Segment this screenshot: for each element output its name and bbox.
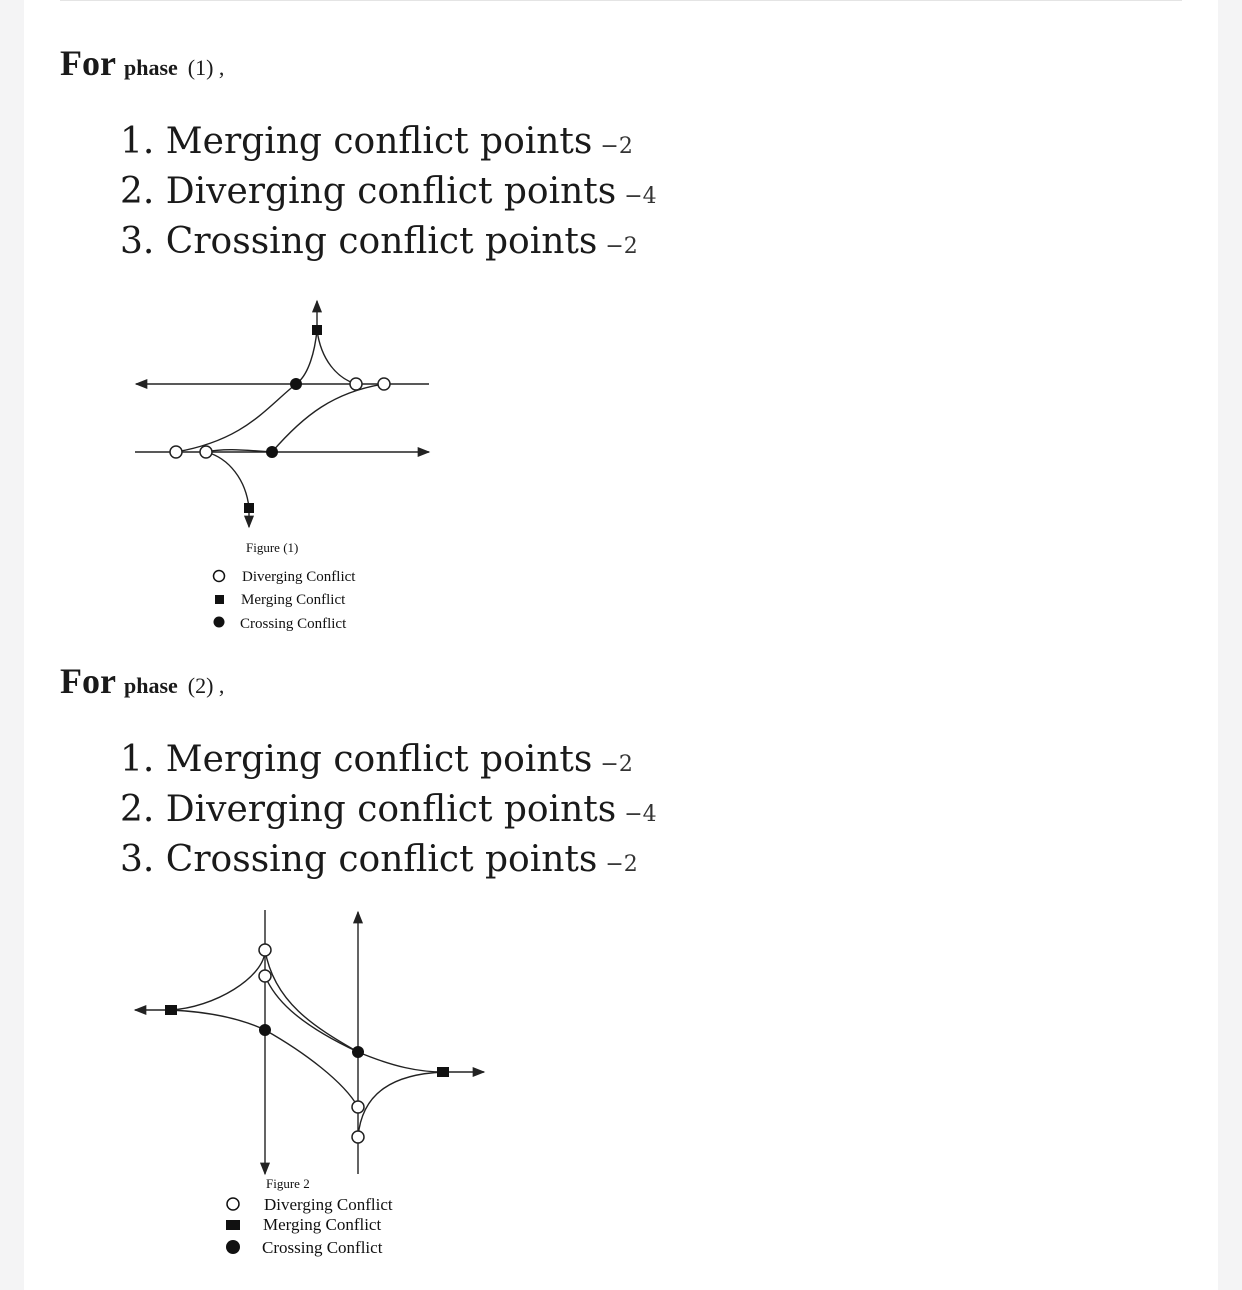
- diverging-point: [352, 1131, 364, 1143]
- ramp-diagonal-lower: [265, 1030, 358, 1107]
- item-text: 1. Merging conflict points: [120, 121, 593, 162]
- phase-2-list: [120, 735, 657, 885]
- answer-card: [24, 0, 1218, 1290]
- diverging-point: [259, 970, 271, 982]
- legend-diverging: Diverging Conflict: [264, 1195, 393, 1214]
- phase-label: phase: [123, 673, 178, 698]
- merging-legend-icon: [226, 1220, 240, 1230]
- crossing-point: [352, 1046, 364, 1058]
- ramp-down-to-south: [206, 452, 249, 508]
- item-count: −2: [600, 134, 633, 159]
- phase-number: (2) ,: [187, 673, 225, 698]
- list-item: [120, 785, 657, 835]
- legend-merging: Merging Conflict: [241, 592, 346, 608]
- diverging-point: [200, 446, 212, 458]
- item-count: −4: [624, 184, 657, 209]
- phase-number: (1) ,: [187, 55, 225, 80]
- crossing-legend-icon: [214, 617, 225, 628]
- diverging-point: [170, 446, 182, 458]
- figure-caption: Figure 2: [266, 1176, 310, 1191]
- ramp-southwest-to-northeast: [176, 384, 296, 452]
- legend-crossing: Crossing Conflict: [262, 1238, 383, 1257]
- item-text: 3. Crossing conflict points: [120, 221, 598, 262]
- diverging-point: [352, 1101, 364, 1113]
- ramp-east-to-west: [272, 384, 384, 452]
- diverging-point: [378, 378, 390, 390]
- list-item: [120, 735, 657, 785]
- diverging-legend-icon: [214, 571, 225, 582]
- legend-crossing: Crossing Conflict: [240, 616, 347, 632]
- for-label: For: [60, 661, 116, 701]
- list-item: [120, 167, 657, 217]
- item-count: −2: [600, 752, 633, 777]
- phase-1-heading: [60, 42, 224, 84]
- item-text: 2. Diverging conflict points: [120, 171, 617, 212]
- item-count: −4: [624, 802, 657, 827]
- ramp-north-to-east: [317, 330, 356, 384]
- phase-2-heading: [60, 660, 224, 702]
- merging-point: [165, 1005, 177, 1015]
- for-label: For: [60, 43, 116, 83]
- legend-diverging: Diverging Conflict: [242, 569, 356, 585]
- ramp-up-to-north: [296, 330, 317, 384]
- item-text: 1. Merging conflict points: [120, 739, 593, 780]
- crossing-point: [259, 1024, 271, 1036]
- top-divider: [60, 0, 1182, 1]
- item-count: −2: [605, 234, 638, 259]
- merging-point: [437, 1067, 449, 1077]
- list-item: [120, 835, 657, 885]
- diverging-point: [259, 944, 271, 956]
- ramp-west-merge: [170, 1010, 265, 1030]
- diverging-legend-icon: [227, 1198, 239, 1210]
- figure-caption: Figure (1): [246, 540, 299, 555]
- item-text: 3. Crossing conflict points: [120, 839, 598, 880]
- phase-label: phase: [123, 55, 178, 80]
- legend-merging: Merging Conflict: [263, 1215, 382, 1234]
- crossing-point: [290, 378, 302, 390]
- figure-1-diagram: [124, 290, 464, 640]
- phase-1-list: [120, 117, 657, 267]
- figure-2-diagram: [124, 902, 524, 1272]
- merging-legend-icon: [215, 595, 224, 604]
- crossing-point: [266, 446, 278, 458]
- crossing-legend-icon: [226, 1240, 240, 1254]
- ramp-east-merge: [358, 1072, 444, 1137]
- diverging-point: [350, 378, 362, 390]
- list-item: [120, 217, 657, 267]
- item-text: 2. Diverging conflict points: [120, 789, 617, 830]
- ramp-to-west: [170, 950, 265, 1010]
- item-count: −2: [605, 852, 638, 877]
- merging-point: [244, 503, 254, 513]
- merging-point: [312, 325, 322, 335]
- list-item: [120, 117, 657, 167]
